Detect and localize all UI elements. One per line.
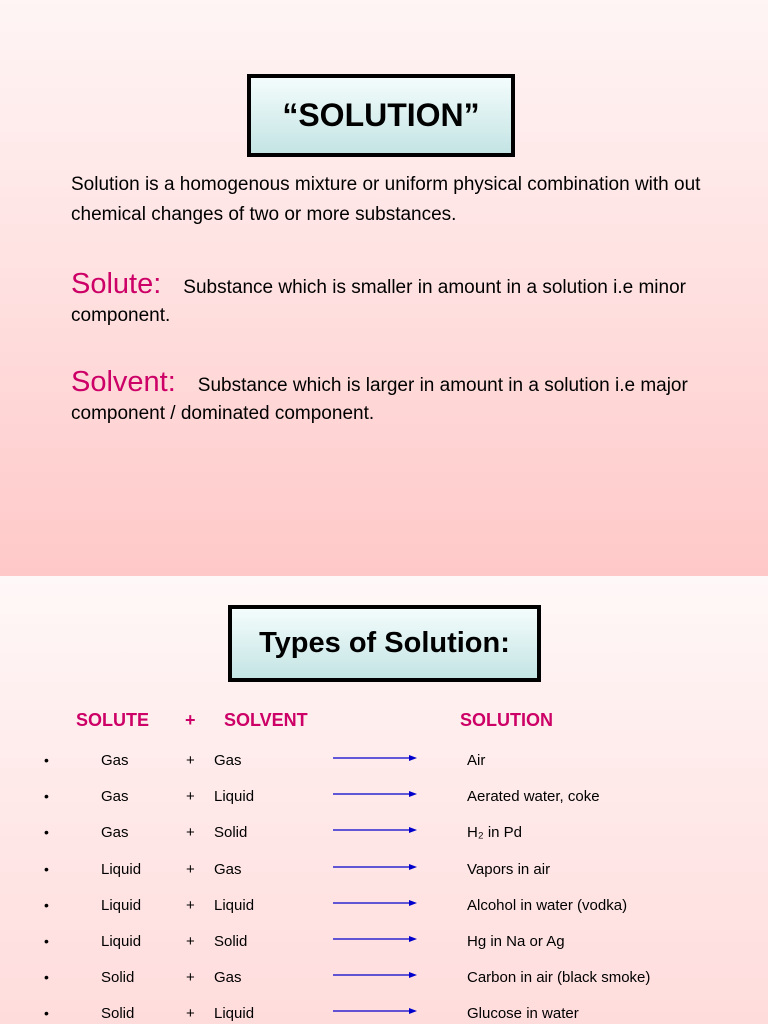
header-solution: SOLUTION xyxy=(460,710,553,730)
bullet-icon: • xyxy=(44,824,49,840)
plus-sign: + xyxy=(186,824,195,841)
solution-cell: Vapors in air xyxy=(467,861,551,878)
solute-cell: Liquid xyxy=(101,861,142,878)
plus-sign: + xyxy=(186,788,195,805)
solvent-cell: Solid xyxy=(214,933,248,950)
bullet-icon: • xyxy=(44,897,49,913)
solvent-definition xyxy=(71,368,721,428)
solute-text: Substance which is smaller in amount in a solution i.e minor component. xyxy=(71,277,686,326)
solution-cell: Aerated water, coke xyxy=(467,788,600,805)
solute-cell: Gas xyxy=(101,788,129,805)
right-arrow-icon xyxy=(333,753,417,763)
solute-cell: Liquid xyxy=(101,933,142,950)
plus-sign: + xyxy=(186,861,195,878)
plus-sign: + xyxy=(186,1005,195,1022)
right-arrow-icon xyxy=(333,789,417,799)
slide-title-text: Types of Solution: xyxy=(259,627,510,659)
bullet-icon: • xyxy=(44,752,49,768)
plus-sign: + xyxy=(186,752,195,769)
slide-title xyxy=(247,74,515,157)
solvent-text: Substance which is larger in amount in a solution i.e major component / dominated component. xyxy=(71,375,688,424)
bullet-icon: • xyxy=(44,1005,49,1021)
list-item xyxy=(0,933,768,953)
solution-cell: Alcohol in water (vodka) xyxy=(467,897,628,914)
bullet-icon: • xyxy=(44,933,49,949)
slide-types-of-solution xyxy=(0,576,768,1024)
plus-sign: + xyxy=(186,969,195,986)
header-solvent: SOLVENT xyxy=(224,710,308,730)
solute-cell: Gas xyxy=(101,752,129,769)
solution-cell: Carbon in air (black smoke) xyxy=(467,969,651,986)
list-item xyxy=(0,1005,768,1025)
right-arrow-icon xyxy=(333,862,417,872)
plus-sign: + xyxy=(186,933,195,950)
solute-definition xyxy=(71,270,721,330)
bullet-icon: • xyxy=(44,969,49,985)
header-plus: + xyxy=(185,710,196,730)
bullet-icon: • xyxy=(44,788,49,804)
header-solute: SOLUTE xyxy=(76,710,150,730)
solvent-term: Solvent: xyxy=(71,366,176,398)
solute-cell: Liquid xyxy=(101,897,142,914)
solution-cell: Glucose in water xyxy=(467,1005,579,1022)
solute-cell: Solid xyxy=(101,1005,135,1022)
solute-term: Solute: xyxy=(71,268,162,300)
solute-cell: Gas xyxy=(101,824,129,841)
right-arrow-icon xyxy=(333,898,417,908)
solvent-cell: Gas xyxy=(214,861,242,878)
right-arrow-icon xyxy=(333,825,417,835)
list-item xyxy=(0,824,768,844)
solvent-cell: Solid xyxy=(214,824,248,841)
solvent-cell: Gas xyxy=(214,969,242,986)
slide-title xyxy=(228,605,541,682)
solvent-cell: Gas xyxy=(214,752,242,769)
solution-cell: H₂ in Pd xyxy=(467,824,523,841)
bullet-icon: • xyxy=(44,861,49,877)
solvent-cell: Liquid xyxy=(214,788,255,805)
list-item xyxy=(0,861,768,881)
solution-cell: Air xyxy=(467,752,486,769)
right-arrow-icon xyxy=(333,970,417,980)
list-item xyxy=(0,752,768,772)
list-item xyxy=(0,788,768,808)
right-arrow-icon xyxy=(333,934,417,944)
list-item xyxy=(0,897,768,917)
solvent-cell: Liquid xyxy=(214,1005,255,1022)
right-arrow-icon xyxy=(333,1006,417,1016)
list-item xyxy=(0,969,768,989)
solution-cell: Hg in Na or Ag xyxy=(467,933,565,950)
plus-sign: + xyxy=(186,897,195,914)
solute-cell: Solid xyxy=(101,969,135,986)
solution-definition: Solution is a homogenous mixture or uniform physical combination with out chemical changes of two or more substances. xyxy=(71,174,701,225)
solvent-cell: Liquid xyxy=(214,897,255,914)
slide-title-text: “SOLUTION” xyxy=(282,97,480,133)
